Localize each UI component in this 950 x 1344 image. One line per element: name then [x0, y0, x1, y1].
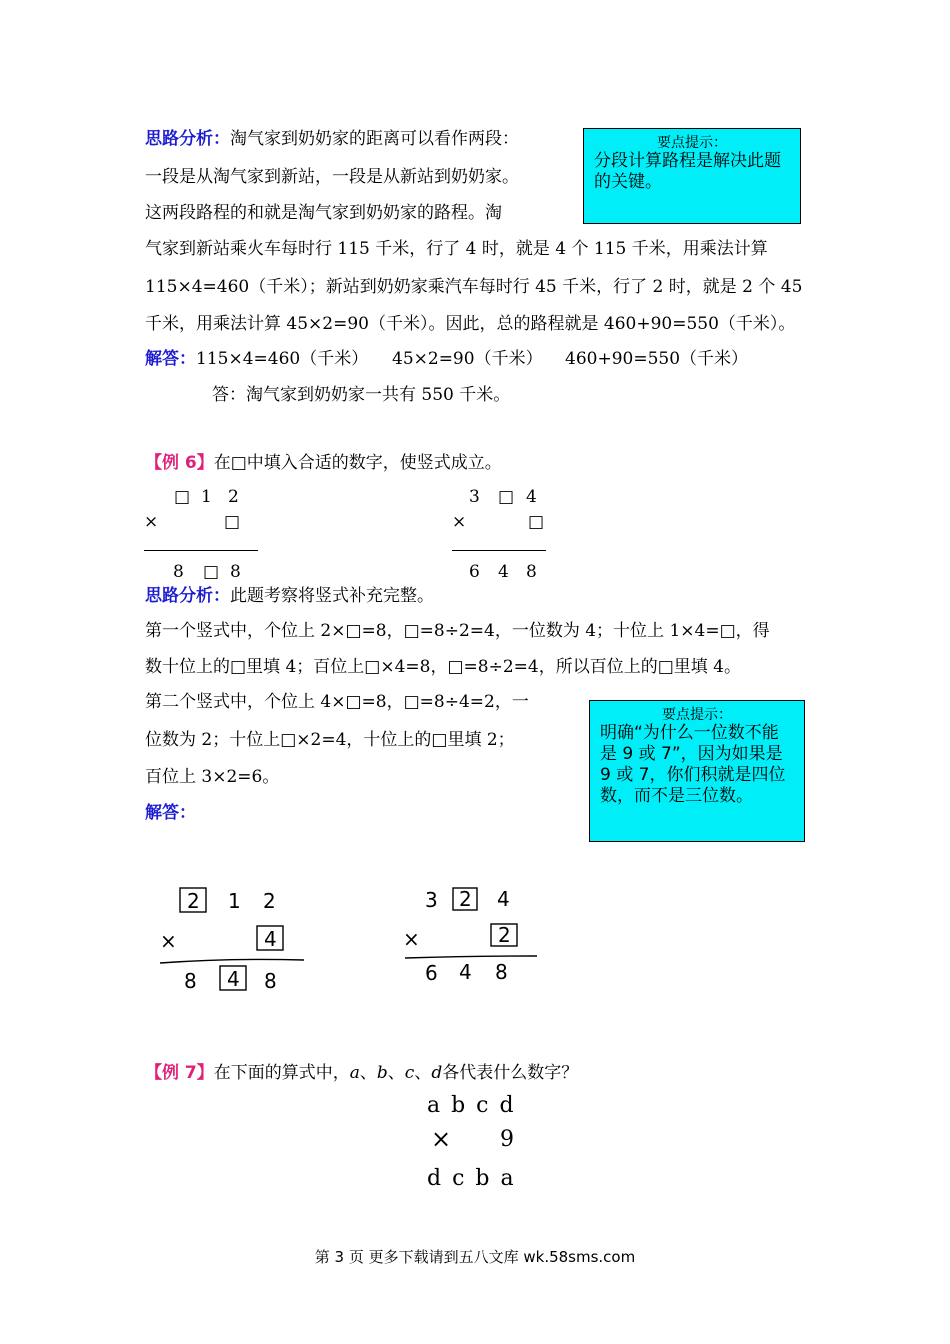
example-6-analysis — [145, 585, 434, 607]
variable-b: b — [376, 1063, 388, 1083]
separator: 、 — [359, 1063, 377, 1083]
example-6-heading — [145, 452, 502, 474]
puzzle-1-digit: □ — [174, 487, 191, 507]
puzzle-2-multiplier: □ — [528, 512, 545, 532]
analysis-line: 数十位上的□里填 4；百位上□×4=8，□=8÷2=4，所以百位上的□里填 4。 — [145, 657, 741, 677]
puzzle-row-dcba: d c b a — [427, 1166, 516, 1191]
handwritten-solution-2 — [395, 880, 545, 990]
hw-digit: 2 — [187, 889, 200, 913]
tip-box — [583, 128, 801, 224]
example-7-heading — [145, 1062, 578, 1084]
puzzle-1-multiplier: □ — [224, 512, 241, 532]
hw-digit: 2 — [459, 887, 472, 911]
hw-digit: 8 — [184, 969, 197, 993]
analysis-line: 位数为 2；十位上□×2=4，十位上的□里填 2； — [145, 730, 515, 750]
separator: 、 — [414, 1063, 432, 1083]
tip-title: 要点提示： — [657, 135, 727, 151]
hw-digit: 3 — [425, 888, 438, 912]
answer-label: 解答： — [145, 803, 196, 823]
hw-digit: 8 — [495, 960, 508, 984]
puzzle-2-result-digit: 8 — [526, 562, 537, 582]
puzzle-2-times-sign: × — [452, 512, 467, 532]
analysis-intro: 此题考察将竖式补充完整。 — [230, 586, 434, 606]
analysis-paragraph-1 — [145, 128, 519, 150]
hw-digit: 2 — [498, 923, 511, 947]
hw-rule — [160, 959, 304, 963]
puzzle-times-sign: × — [431, 1125, 452, 1153]
variable-d: d — [431, 1063, 443, 1083]
analysis-line: 第二个竖式中，个位上 4×□=8，□=8÷4=2，一 — [145, 692, 529, 712]
answer-line — [145, 802, 196, 824]
analysis-line: 气家到新站乘火车每时行 115 千米，行了 4 时，就是 4 个 115 千米，用乘法计算 — [145, 239, 768, 259]
puzzle-1-result-digit: □ — [203, 562, 220, 582]
hw-digit: 4 — [264, 927, 277, 951]
handwritten-solution-1 — [150, 878, 320, 998]
example-label: 【例 6】 — [145, 453, 214, 473]
example-question-end: 各代表什么数字？ — [442, 1063, 579, 1083]
equation-3: 460+90=550（千米） — [565, 349, 749, 369]
analysis-line: 淘气家到奶奶家的距离可以看作两段： — [230, 129, 519, 149]
puzzle-1-digit: 2 — [228, 487, 239, 507]
puzzle-multiplier: 9 — [500, 1127, 514, 1152]
tip-title: 要点提示： — [662, 707, 732, 723]
variable-c: c — [404, 1063, 415, 1083]
puzzle-2-rule — [452, 550, 546, 551]
example-label: 【例 7】 — [145, 1063, 214, 1083]
puzzle-1-times-sign: × — [144, 512, 159, 532]
hw-digit: 4 — [497, 887, 510, 911]
page-footer: 第 3 页 更多下载请到五八文库 wk.58sms.com — [314, 1248, 636, 1266]
equation-2: 45×2=90（千米） — [392, 349, 543, 369]
puzzle-2-digit: □ — [498, 487, 515, 507]
puzzle-2-digit: 3 — [469, 487, 480, 507]
analysis-label: 思路分析： — [145, 129, 230, 149]
analysis-line: 115×4=460（千米）；新站到奶奶家乘汽车每时行 45 千米，行了 2 时，就是 2 个 45 — [145, 277, 803, 297]
puzzle-1-result-digit: 8 — [173, 562, 184, 582]
puzzle-1-digit: 1 — [201, 487, 212, 507]
hw-times-sign: × — [160, 929, 177, 953]
puzzle-2-digit: 4 — [526, 487, 537, 507]
equation-1: 115×4=460（千米） — [196, 349, 369, 369]
analysis-line: 一段是从淘气家到新站，一段是从新站到奶奶家。 — [145, 167, 519, 187]
puzzle-2-result-digit: 6 — [469, 562, 480, 582]
hw-digit: 4 — [459, 960, 472, 984]
hw-digit: 4 — [227, 967, 240, 991]
tip-box — [589, 700, 805, 842]
hw-digit: 6 — [425, 961, 438, 985]
analysis-line: 第一个竖式中，个位上 2×□=8，□=8÷2=4，一位数为 4；十位上 1×4=□，得 — [145, 621, 770, 641]
puzzle-row-abcd: a b c d — [427, 1093, 516, 1118]
hw-digit: 8 — [264, 969, 277, 993]
analysis-line: 百位上 3×2=6。 — [145, 767, 280, 787]
hw-digit: 2 — [263, 889, 276, 913]
hw-digit: 1 — [228, 889, 241, 913]
analysis-line: 这两段路程的和就是淘气家到奶奶家的路程。淘 — [145, 203, 502, 223]
tip-body: 分段计算路程是解决此题的关键。 — [594, 151, 781, 192]
separator: 、 — [387, 1063, 405, 1083]
hw-times-sign: × — [403, 927, 420, 951]
answer-line — [145, 348, 368, 370]
puzzle-2-result-digit: 4 — [498, 562, 509, 582]
puzzle-1-rule — [144, 550, 258, 551]
variable-a: a — [349, 1063, 360, 1083]
answer-label: 解答： — [145, 349, 196, 369]
analysis-label: 思路分析： — [145, 586, 230, 606]
tip-body: 明确“为什么一位数不能是 9 或 7”，因为如果是 9 或 7，你们积就是四位数，而不是三位数。 — [600, 723, 786, 806]
answer-sentence: 答：淘气家到奶奶家一共有 550 千米。 — [212, 385, 511, 405]
hw-rule — [405, 956, 537, 958]
example-question: 在下面的算式中， — [213, 1063, 350, 1083]
example-question: 在□中填入合适的数字，使竖式成立。 — [213, 453, 502, 473]
puzzle-1-result-digit: 8 — [230, 562, 241, 582]
analysis-line: 千米，用乘法计算 45×2=90（千米）。因此，总的路程就是 460+90=550（千米）。 — [145, 314, 796, 334]
